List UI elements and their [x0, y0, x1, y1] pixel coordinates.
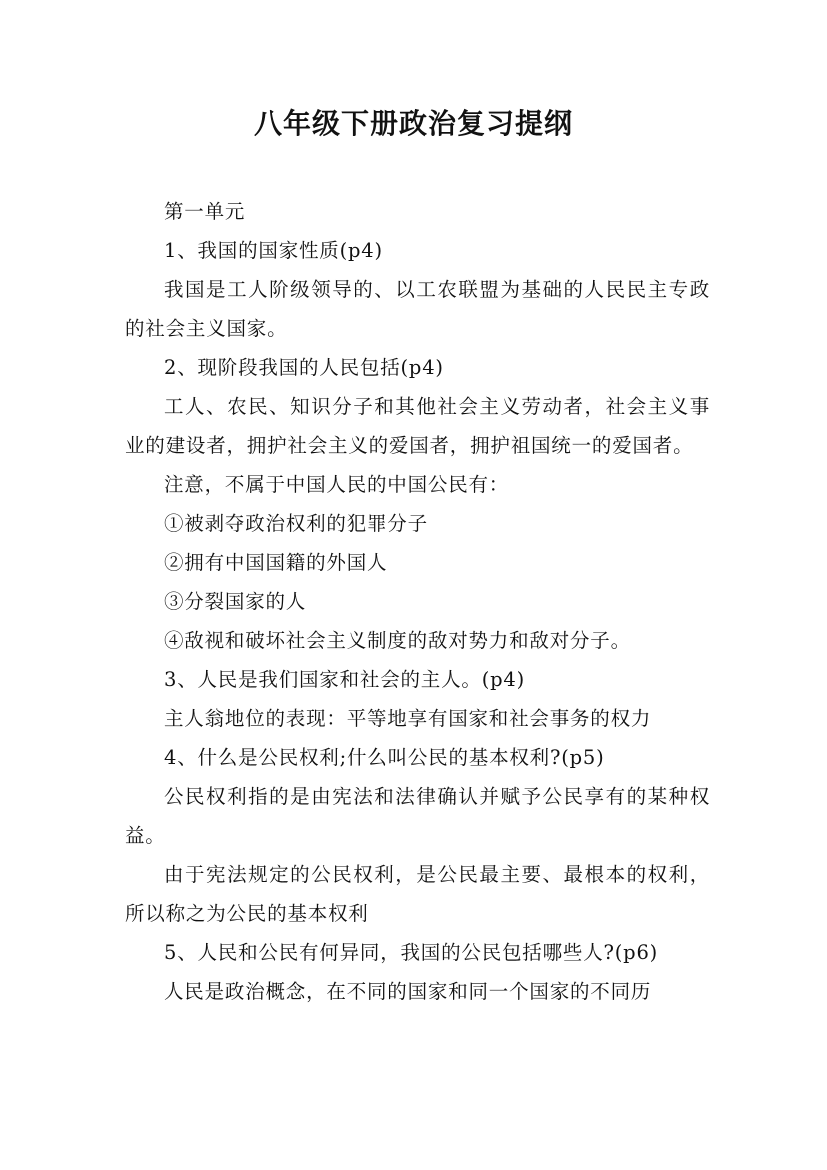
- paragraph-note-item-3: ③分裂国家的人: [164, 590, 307, 613]
- paragraph-a4-2: 由于宪法规定的公民权利，是公民最主要、最根本的权利，所以称之为公民的基本权利: [125, 863, 710, 925]
- paragraph-q5: 5、人民和公民有何异同，我国的公民包括哪些人?(p6): [164, 941, 659, 964]
- paragraph-a4-1: 公民权利指的是由宪法和法律确认并赋予公民享有的某种权益。: [125, 785, 710, 847]
- paragraph-note-item-2: ②拥有中国国籍的外国人: [164, 551, 388, 574]
- paragraph-a2: 工人、农民、知识分子和其他社会主义劳动者，社会主义事业的建设者，拥护社会主义的爱国者，拥护祖国统一的爱国者。: [125, 395, 710, 457]
- paragraph-note-item-1: ①被剥夺政治权利的犯罪分子: [164, 512, 428, 535]
- document-title: 八年级下册政治复习提纲: [253, 107, 573, 140]
- paragraph-note: 注意，不属于中国人民的中国公民有：: [164, 473, 510, 496]
- paragraph-unit-heading: 第一单元: [164, 200, 246, 223]
- paragraph-q1: 1、我国的国家性质(p4): [164, 239, 383, 262]
- document-body: [125, 192, 710, 1011]
- paragraph-a1: 我国是工人阶级领导的、以工农联盟为基础的人民民主专政的社会主义国家。: [125, 278, 710, 340]
- paragraph-a3: 主人翁地位的表现：平等地享有国家和社会事务的权力: [164, 707, 652, 730]
- paragraph-q2: 2、现阶段我国的人民包括(p4): [164, 356, 444, 379]
- paragraph-q3: 3、人民是我们国家和社会的主人。(p4): [164, 668, 526, 691]
- paragraph-note-item-4: ④敌视和破坏社会主义制度的敌对势力和敌对分子。: [164, 629, 631, 652]
- paragraph-a5: 人民是政治概念，在不同的国家和同一个国家的不同历: [164, 980, 652, 1003]
- paragraph-q4: 4、什么是公民权利;什么叫公民的基本权利?(p5): [164, 746, 605, 769]
